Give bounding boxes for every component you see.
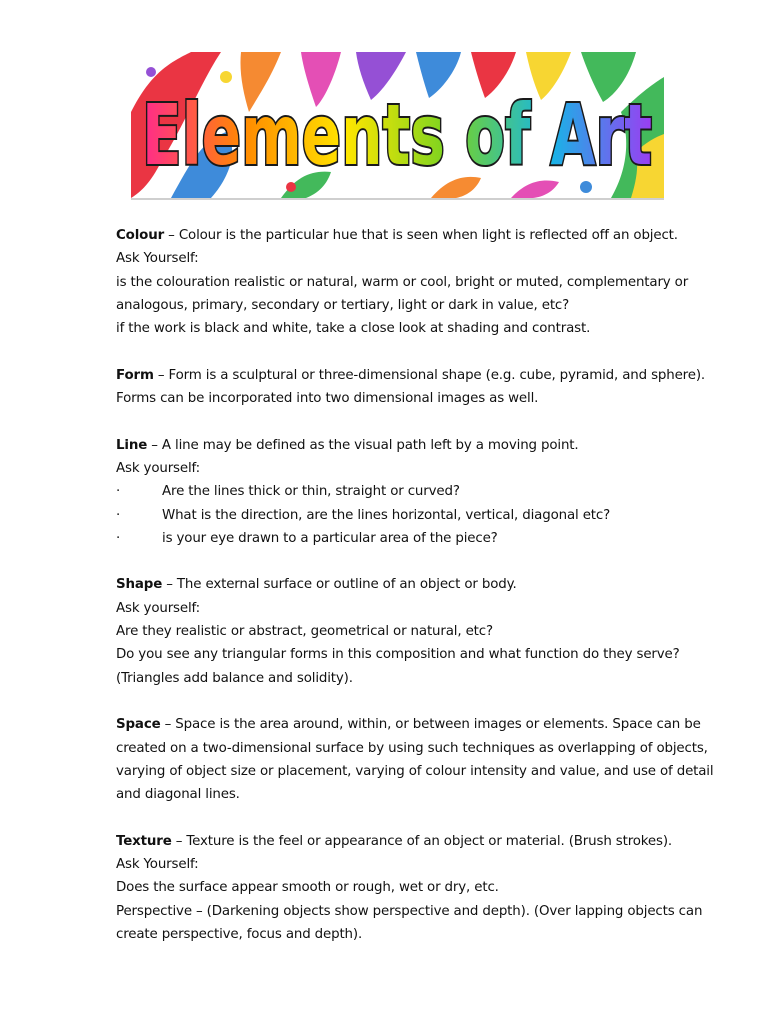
banner-title: Elements of Art <box>142 86 652 184</box>
section-texture <box>116 830 703 946</box>
section-colour <box>116 224 689 340</box>
term-form: Form <box>116 367 154 383</box>
term-colour: Colour <box>116 228 165 243</box>
bullet-marker: · <box>116 484 121 500</box>
text-line: and diagonal lines. <box>116 787 240 803</box>
form-definition: Form – Form is a sculptural or three-dimensional shape (e.g. cube, pyramid, and sphere). <box>116 367 705 383</box>
term-space: Space <box>116 717 161 733</box>
space-definition: Space – Space is the area around, within, or between images or elements. Space can be <box>116 717 701 733</box>
banner-image <box>131 52 664 200</box>
text-line: Forms can be incorporated into two dimensional images as well. <box>116 391 539 407</box>
text-line: Do you see any triangular forms in this composition and what function do they serve? <box>116 647 680 663</box>
ask-prompt: Ask Yourself: <box>116 251 199 267</box>
text-line: create perspective, focus and depth). <box>116 926 363 942</box>
colour-definition: Colour – Colour is the particular hue that is seen when light is reflected off an object. <box>116 228 678 243</box>
bullet-marker: · <box>116 507 121 523</box>
term-shape: Shape <box>116 577 163 593</box>
bullet-item: · is your eye drawn to a particular area of the piece? <box>116 527 676 550</box>
ask-prompt: Ask Yourself: <box>116 857 199 873</box>
bullet-item: · What is the direction, are the lines horizontal, vertical, diagonal etc? <box>116 504 676 527</box>
text-line: created on a two-dimensional surface by using such techniques as overlapping of objects, <box>116 740 708 756</box>
bullet-marker: · <box>116 530 121 546</box>
section-shape <box>116 573 680 689</box>
line-definition: Line – A line may be defined as the visual path left by a moving point. <box>116 437 579 453</box>
document-body <box>116 224 714 946</box>
texture-definition: Texture – Texture is the feel or appearance of an object or material. (Brush strokes). <box>116 833 673 849</box>
section-form <box>116 364 705 411</box>
paint-splash-graphic <box>131 52 664 198</box>
bullet-item: · Are the lines thick or thin, straight or curved? <box>116 480 676 503</box>
section-space <box>116 713 714 806</box>
term-line: Line <box>116 437 148 453</box>
text-line: Are they realistic or abstract, geometrical or natural, etc? <box>116 624 493 640</box>
ask-prompt: Ask yourself: <box>116 460 200 476</box>
section-line <box>116 434 676 550</box>
text-line: Does the surface appear smooth or rough, wet or dry, etc. <box>116 880 499 896</box>
text-line: is the colouration realistic or natural, warm or cool, bright or muted, complementary or <box>116 274 689 290</box>
text-line: varying of object size or placement, varying of colour intensity and value, and use of detail <box>116 763 714 779</box>
term-texture: Texture <box>116 833 172 849</box>
text-line: Perspective – (Darkening objects show perspective and depth). (Over lapping objects can <box>116 903 703 919</box>
text-line: (Triangles add balance and solidity). <box>116 670 353 686</box>
text-line: analogous, primary, secondary or tertiary, light or dark in value, etc? <box>116 297 570 313</box>
shape-definition: Shape – The external surface or outline of an object or body. <box>116 577 517 593</box>
text-line: if the work is black and white, take a close look at shading and contrast. <box>116 321 591 337</box>
ask-prompt: Ask yourself: <box>116 600 200 616</box>
